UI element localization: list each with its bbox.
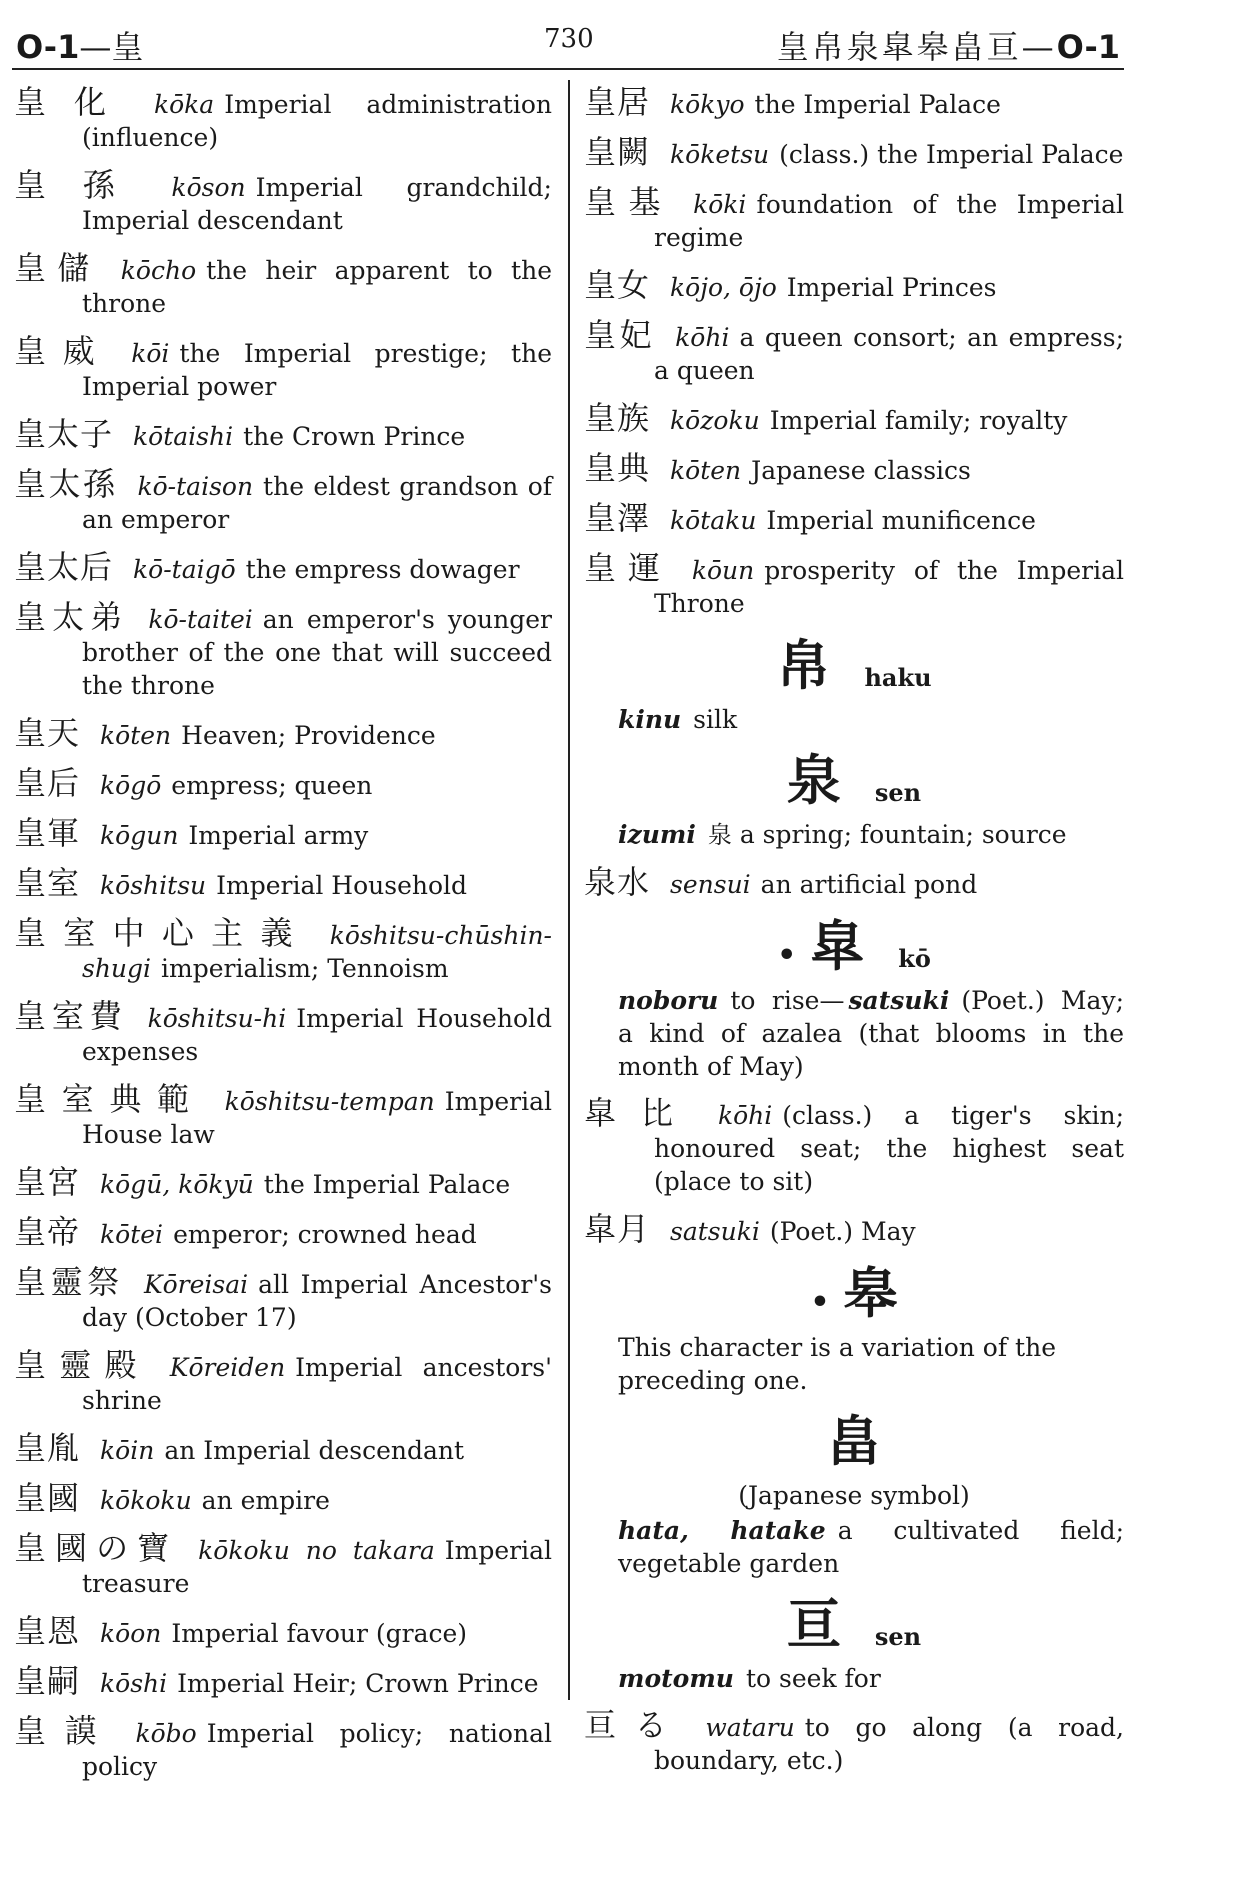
- entry-romaji: kōka: [153, 90, 215, 119]
- entry-meaning: Imperial Household expenses: [82, 1004, 552, 1066]
- entry-meaning: Imperial treasure: [82, 1536, 552, 1598]
- kanji-heading-sen2: [584, 1594, 1124, 1656]
- kun-gloss: a cultivated field; vegetable garden: [618, 1516, 1124, 1578]
- entry-romaji: kōjo, ōjo: [670, 273, 777, 302]
- entry-meaning: Japanese classics: [751, 456, 971, 485]
- dictionary-entry: [14, 1662, 552, 1700]
- heading-kanji: 帛: [776, 634, 831, 697]
- kun-meaning-sen: [618, 818, 1124, 852]
- entry-romaji: kōshitsu: [100, 871, 207, 900]
- entry-meaning: Imperial House law: [82, 1087, 552, 1149]
- entry-meaning: Imperial favour (grace): [171, 1619, 468, 1648]
- left-entry-list: [14, 83, 552, 1783]
- dictionary-entry: [14, 166, 552, 237]
- entry-kanji: 皇胤: [14, 1429, 81, 1467]
- entry-kanji: 皇化: [14, 83, 134, 121]
- dictionary-entry: [14, 1479, 552, 1517]
- entry-romaji: kōtei: [100, 1220, 164, 1249]
- entry-romaji: kōki: [693, 190, 747, 219]
- entry-meaning: (Poet.) May: [769, 1217, 916, 1246]
- header-left: [16, 22, 143, 68]
- entry-romaji: kōgū, kōkyū: [100, 1170, 254, 1199]
- kanji-heading-ko-variant: [584, 1263, 1124, 1325]
- entry-meaning: imperialism; Tennoism: [161, 954, 449, 983]
- dictionary-entry: [584, 549, 1124, 620]
- entry-romaji: kōson: [171, 173, 246, 202]
- entry-kanji: 皇威: [14, 332, 112, 370]
- entry-kanji: 皇澤: [584, 499, 651, 537]
- heading-reading: sen: [874, 778, 922, 807]
- entry-meaning: the Imperial prestige; the Imperial power: [82, 339, 552, 401]
- entry-kanji: 皇典: [584, 449, 651, 487]
- entry-meaning: prosperity of the Imperial Throne: [654, 556, 1124, 618]
- heading-kanji: 泉: [786, 749, 841, 812]
- entry-romaji: kō-taigō: [133, 555, 236, 584]
- entry-meaning: Imperial policy; national policy: [82, 1719, 552, 1781]
- entry-romaji: kōun: [691, 556, 755, 585]
- entry-romaji: kōon: [100, 1619, 162, 1648]
- entry-romaji: kōketsu: [670, 140, 770, 169]
- entry-romaji: kōgun: [100, 821, 179, 850]
- entry-kanji: 皇闕: [584, 133, 651, 171]
- entry-kanji: 皇太子: [14, 415, 114, 453]
- dictionary-entry: [14, 814, 552, 852]
- heading-kanji: 皋: [843, 1262, 898, 1325]
- dictionary-entry: [14, 249, 552, 320]
- entry-meaning: foundation of the Imperial regime: [654, 190, 1124, 252]
- entry-romaji: kōten: [100, 721, 172, 750]
- entry-kanji: 皇國の寶: [14, 1529, 179, 1567]
- page-number: 730: [544, 24, 594, 54]
- entry-romaji: kōtaishi: [133, 422, 234, 451]
- kun-gloss: a spring; fountain; source: [739, 820, 1067, 849]
- entry-romaji: kōtaku: [670, 506, 757, 535]
- variant-note: This character is a variation of the preceding one.: [618, 1333, 1056, 1395]
- dictionary-entry: [14, 1080, 552, 1151]
- heading-reading: kō: [898, 944, 931, 973]
- dictionary-entry: [584, 499, 1124, 537]
- entry-kanji: 皇居: [584, 83, 651, 121]
- dictionary-entry: [14, 914, 552, 985]
- column-divider: [568, 80, 570, 1700]
- dictionary-entry: [584, 399, 1124, 437]
- sen-entry-list: [584, 863, 1124, 901]
- dictionary-entry: [14, 1612, 552, 1650]
- header-right-kanji: 皇帛泉皐皋畠亘—: [776, 28, 1057, 66]
- entry-meaning: an empire: [201, 1486, 330, 1515]
- entry-meaning: the Imperial Palace: [754, 90, 1001, 119]
- entry-kanji: 皇妃: [584, 316, 656, 354]
- entry-romaji: kōkoku: [100, 1486, 192, 1515]
- entry-romaji: kōhi: [717, 1101, 773, 1130]
- entry-meaning: Imperial Household: [216, 871, 468, 900]
- entry-kanji: 皇室費: [14, 997, 128, 1035]
- entry-kanji: 皇室典範: [14, 1080, 205, 1118]
- dictionary-entry: [584, 133, 1124, 171]
- entry-kanji: 皐月: [584, 1210, 651, 1248]
- dictionary-entry: [14, 415, 552, 453]
- entry-meaning: Imperial grandchild; Imperial descendant: [82, 173, 552, 235]
- entry-kanji: 皇運: [584, 549, 672, 587]
- entry-meaning: an emperor's younger brother of the one that will succeed the throne: [82, 605, 552, 700]
- entry-meaning: Imperial administration (influence): [82, 90, 552, 152]
- dictionary-entry: [14, 83, 552, 154]
- entry-meaning: the eldest grandson of an emperor: [82, 472, 552, 534]
- dictionary-entry: [14, 1429, 552, 1467]
- entry-romaji: kōkoku no takara: [198, 1536, 435, 1565]
- entry-romaji: kōshi: [100, 1669, 168, 1698]
- dictionary-entry: [14, 548, 552, 586]
- header-left-code: O-1: [16, 28, 80, 66]
- entry-romaji: wataru: [705, 1713, 795, 1742]
- entry-meaning: (class.) a tiger's skin; honoured seat; the highest seat (place to sit): [654, 1101, 1124, 1196]
- dictionary-entry: [14, 332, 552, 403]
- entry-meaning: Imperial Heir; Crown Prince: [177, 1669, 539, 1698]
- kun-reading-2: satsuki: [848, 986, 950, 1015]
- dictionary-entry: [14, 598, 552, 702]
- entry-romaji: kōhi: [675, 323, 730, 352]
- entry-romaji: kōgō: [100, 771, 162, 800]
- entry-meaning: an artificial pond: [760, 870, 978, 899]
- entry-romaji: kōshitsu-hi: [147, 1004, 287, 1033]
- entry-kanji: 皇軍: [14, 814, 81, 852]
- kun-meaning-haku: [618, 703, 1124, 736]
- page-header: [16, 12, 1120, 70]
- dictionary-entry: [584, 266, 1124, 304]
- entry-romaji: kōten: [670, 456, 742, 485]
- entry-meaning: a queen consort; an empress; a queen: [654, 323, 1124, 385]
- bullet-mark: •: [777, 938, 797, 973]
- dictionary-entry: [14, 1263, 552, 1334]
- entry-romaji: kōkyo: [670, 90, 745, 119]
- entry-kanji: 皇嗣: [14, 1662, 81, 1700]
- entry-kanji: 皇國: [14, 1479, 81, 1517]
- header-left-kanji: —皇: [79, 28, 144, 66]
- left-column: [14, 83, 552, 1798]
- right-entry-list: [584, 83, 1124, 620]
- entry-romaji: Kōreiden: [169, 1353, 286, 1382]
- dictionary-entry: [584, 1210, 1124, 1248]
- dictionary-entry: [584, 1706, 1124, 1777]
- entry-meaning: the Imperial Palace: [263, 1170, 511, 1199]
- entry-kanji: 皇天: [14, 714, 81, 752]
- entry-romaji: kōshitsu-tempan: [224, 1087, 435, 1116]
- entry-kanji: 皇女: [584, 266, 651, 304]
- heading-reading: haku: [864, 663, 932, 692]
- entry-romaji: Kōreisai: [143, 1270, 249, 1299]
- kun-meaning-sen2: [618, 1662, 1124, 1695]
- dictionary-entry: [14, 1712, 552, 1783]
- entry-meaning: all Imperial Ancestor's day (October 17): [82, 1270, 552, 1332]
- kun-gloss: silk: [693, 705, 738, 734]
- entry-meaning: the heir apparent to the throne: [82, 256, 552, 318]
- entry-kanji: 皐比: [584, 1094, 698, 1132]
- entry-kanji: 皇謨: [14, 1712, 116, 1750]
- kun-reading: izumi: [618, 820, 696, 849]
- entry-kanji: 皇宮: [14, 1163, 81, 1201]
- entry-romaji: satsuki: [670, 1217, 760, 1246]
- dictionary-entry: [584, 83, 1124, 121]
- dictionary-entry: [14, 1529, 552, 1600]
- entry-meaning: an Imperial descendant: [164, 1436, 465, 1465]
- dictionary-entry: [14, 1213, 552, 1251]
- dictionary-entry: [584, 863, 1124, 901]
- entry-kanji: 皇靈殿: [14, 1346, 150, 1384]
- entry-kanji: 泉水: [584, 863, 651, 901]
- entry-meaning: empress; queen: [171, 771, 373, 800]
- entry-meaning: Imperial ancestors' shrine: [82, 1353, 552, 1415]
- dictionary-entry: [584, 316, 1124, 387]
- entry-meaning: Imperial army: [188, 821, 369, 850]
- entry-kanji: 皇室中心主義: [14, 914, 310, 952]
- header-right: [777, 22, 1120, 68]
- dictionary-entry: [584, 449, 1124, 487]
- heading-reading: sen: [874, 1622, 922, 1651]
- kun-gloss: to seek for: [745, 1664, 881, 1693]
- entry-meaning: (class.) the Imperial Palace: [779, 140, 1124, 169]
- kanji-heading-haku: [584, 635, 1124, 697]
- kanji-heading-ko: [584, 916, 1124, 978]
- kun-reading: hata, hatake: [618, 1516, 826, 1545]
- entry-kanji: 皇帝: [14, 1213, 81, 1251]
- dictionary-entry: [14, 864, 552, 902]
- entry-kanji: 皇孫: [14, 166, 152, 204]
- kun-meaning-hata: [618, 1514, 1124, 1580]
- kun-gloss-2: (Poet.) May; a kind of azalea (that blooms in the month of May): [618, 986, 1124, 1081]
- entry-kanji: 皇太后: [14, 548, 114, 586]
- dictionary-entry: [584, 1094, 1124, 1198]
- bullet-mark: •: [810, 1285, 830, 1320]
- entry-romaji: kōshitsu-chūshin-shugi: [82, 921, 552, 983]
- dictionary-entry: [14, 1163, 552, 1201]
- entry-kanji: 皇后: [14, 764, 81, 802]
- kun-reading: motomu: [618, 1664, 734, 1693]
- entry-romaji: kōi: [131, 339, 170, 368]
- entry-meaning: Imperial family; royalty: [769, 406, 1068, 435]
- entry-meaning: emperor; crowned head: [173, 1220, 477, 1249]
- entry-kanji: 皇儲: [14, 249, 101, 287]
- kun-meaning-ko: [618, 984, 1124, 1083]
- entry-romaji: kōbo: [135, 1719, 197, 1748]
- sen2-entry-list: [584, 1706, 1124, 1777]
- heading-kanji: 皐: [810, 915, 865, 978]
- right-column: [584, 83, 1124, 1792]
- ko-entry-list: [584, 1094, 1124, 1248]
- entry-kanji: 皇族: [584, 399, 651, 437]
- entry-kanji: 皇恩: [14, 1612, 81, 1650]
- entry-kanji: 亘る: [584, 1706, 686, 1744]
- entry-meaning: the empress dowager: [245, 555, 520, 584]
- dictionary-entry: [14, 764, 552, 802]
- entry-romaji: kōin: [100, 1436, 155, 1465]
- entry-romaji: kōzoku: [670, 406, 760, 435]
- header-rule: [12, 68, 1124, 70]
- entry-meaning: Imperial munificence: [766, 506, 1036, 535]
- entry-kanji: 皇基: [584, 183, 674, 221]
- dictionary-entry: [14, 997, 552, 1068]
- dictionary-entry: [14, 465, 552, 536]
- kun-gloss: to rise—: [730, 986, 845, 1015]
- entry-romaji: sensui: [670, 870, 751, 899]
- entry-meaning: Heaven; Providence: [181, 721, 436, 750]
- kun-reading: noboru: [618, 986, 719, 1015]
- entry-romaji: kō-taitei: [148, 605, 253, 634]
- header-right-code: O-1: [1056, 28, 1120, 66]
- entry-meaning: to go along (a road, boundary, etc.): [654, 1713, 1124, 1775]
- entry-kanji: 皇太弟: [14, 598, 129, 636]
- dictionary-entry: [584, 183, 1124, 254]
- kanji-heading-sen: [584, 750, 1124, 812]
- entry-kanji: 皇室: [14, 864, 81, 902]
- entry-kanji: 皇靈祭: [14, 1263, 124, 1301]
- kun-reading: kinu: [618, 705, 682, 734]
- heading-kanji: 亘: [786, 1593, 841, 1656]
- kanji-heading-hata: [584, 1411, 1124, 1473]
- entry-kanji: 皇太孫: [14, 465, 118, 503]
- heading-kanji: 畠: [827, 1410, 881, 1473]
- kun-kanji: 泉: [707, 821, 732, 849]
- entry-meaning: the Crown Prince: [243, 422, 466, 451]
- entry-romaji: kō-taison: [137, 472, 254, 501]
- entry-romaji: kōcho: [120, 256, 197, 285]
- dictionary-entry: [14, 1346, 552, 1417]
- symbol-note: (Japanese symbol): [738, 1481, 970, 1510]
- dictionary-entry: [14, 714, 552, 752]
- entry-meaning: Imperial Princes: [786, 273, 997, 302]
